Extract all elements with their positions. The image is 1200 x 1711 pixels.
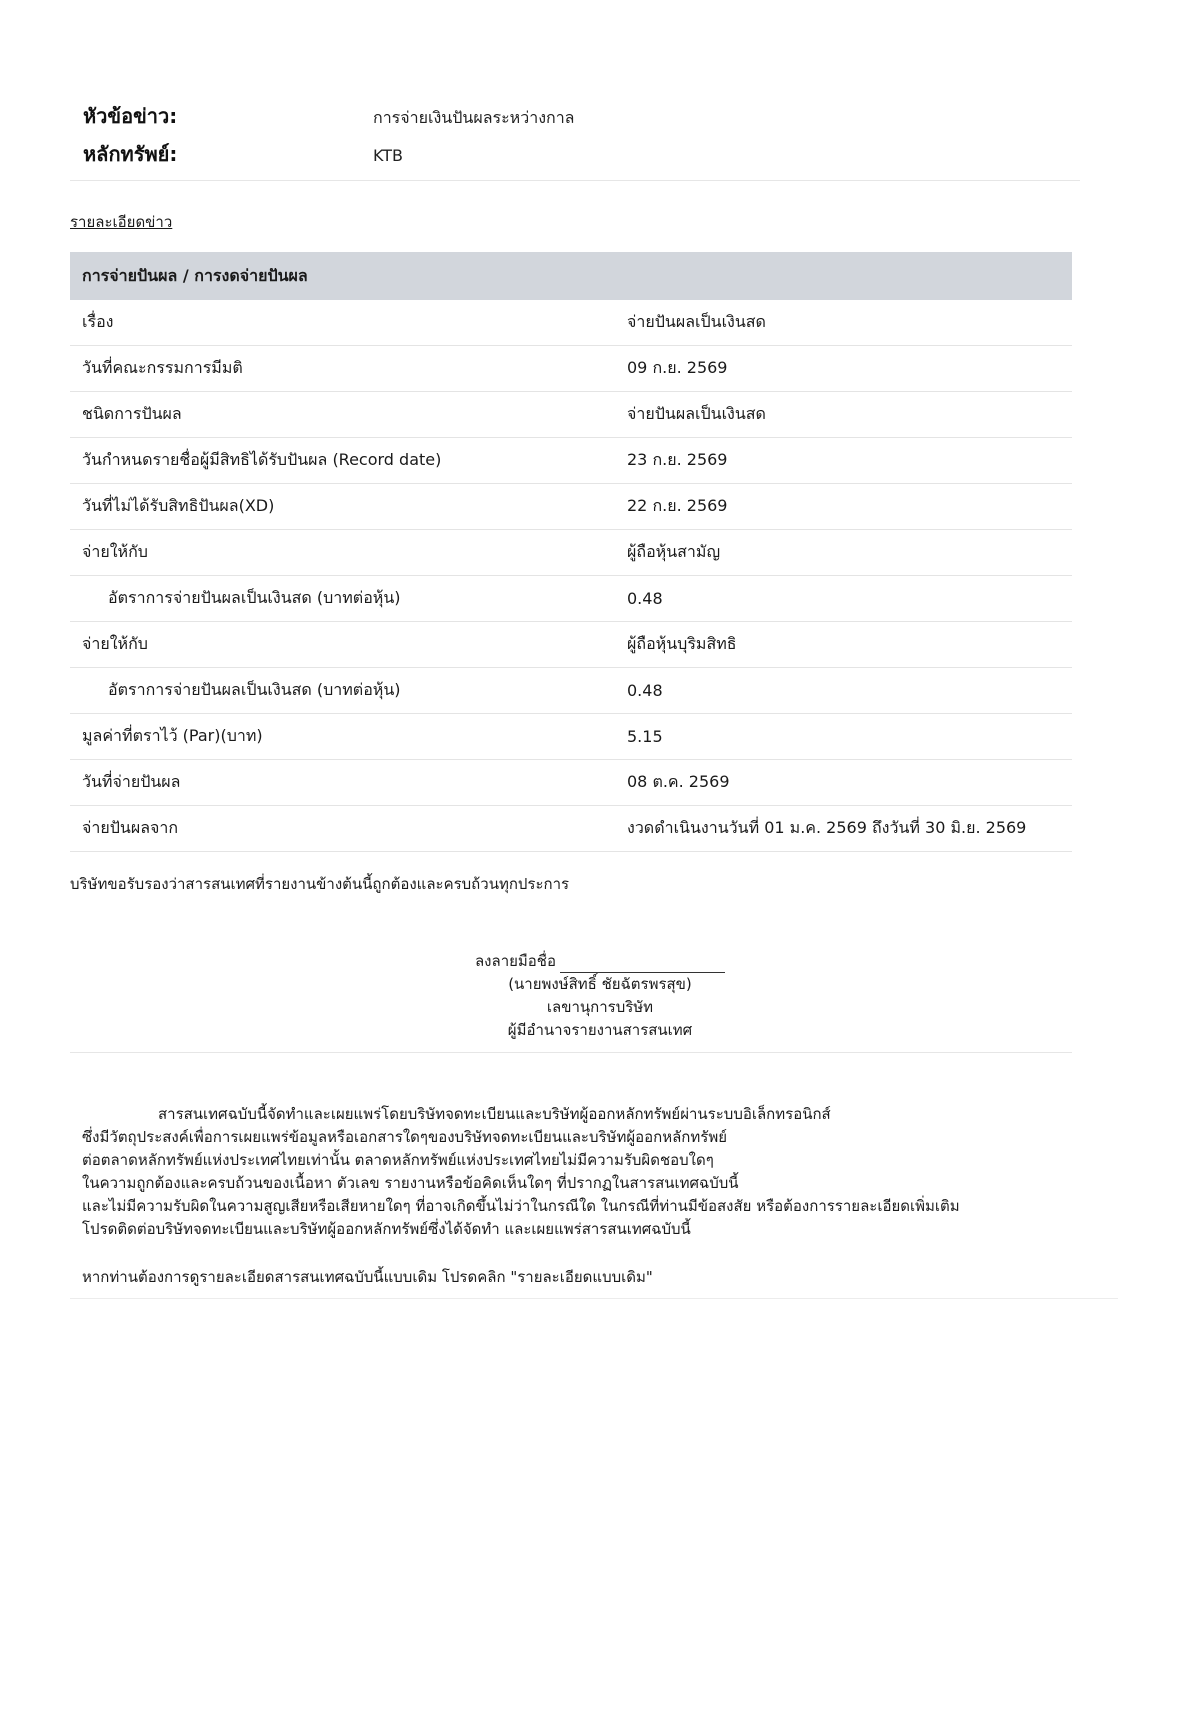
row-value: 5.15: [615, 714, 1072, 760]
disclaimer-line: ในความถูกต้องและครบถ้วนของเนื้อหา ตัวเลข รายงานหรือข้อคิดเห็นใดๆ ที่ปรากฏในสารสนเทศฉบับนี้: [82, 1174, 739, 1192]
signature-blank: [560, 956, 725, 973]
footer-divider: [70, 1298, 1118, 1299]
disclaimer-line: โปรดติดต่อบริษัทจดทะเบียนและบริษัทผู้ออกหลักทรัพย์ซึ่งได้จัดทำ และเผยแพร่สารสนเทศฉบับนี้: [82, 1220, 691, 1238]
table-row: [70, 576, 1072, 622]
disclaimer-line: ต่อตลาดหลักทรัพย์แห่งประเทศไทยเท่านั้น ตลาดหลักทรัพย์แห่งประเทศไทยไม่มีความรับผิดชอบใดๆ: [82, 1151, 714, 1169]
disclaimer-line: และไม่มีความรับผิดในความสูญเสียหรือเสียหายใดๆ ที่อาจเกิดขึ้นไม่ว่าในกรณีใด ในกรณีที่ท่านมีข้อสงสัย หรือต้องการรายละเอียดเพิ่มเติม: [82, 1197, 960, 1215]
subject-row: [83, 100, 1083, 138]
certification-statement: บริษัทขอรับรองว่าสารสนเทศที่รายงานข้างต้นนี้ถูกต้องและครบถ้วนทุกประการ: [70, 875, 570, 893]
signature-label: ลงลายมือชื่อ: [474, 952, 556, 970]
signature-line: [400, 950, 800, 973]
row-label: วันที่จ่ายปันผล: [70, 760, 615, 806]
news-header: [83, 100, 1083, 176]
signer-name: (นายพงษ์สิทธิ์ ชัยฉัตรพรสุข): [508, 975, 692, 993]
signer-position: เลขานุการบริษัท: [546, 998, 654, 1016]
table-row: [70, 806, 1072, 852]
row-label: มูลค่าที่ตราไว้ (Par)(บาท): [70, 714, 615, 760]
row-label: วันที่คณะกรรมการมีมติ: [70, 346, 615, 392]
row-label: อัตราการจ่ายปันผลเป็นเงินสด (บาทต่อหุ้น): [70, 668, 615, 714]
row-value: จ่ายปันผลเป็นเงินสด: [615, 300, 1072, 346]
security-value: KTB: [373, 146, 403, 165]
dividend-table: [70, 252, 1072, 852]
news-detail-link[interactable]: รายละเอียดข่าว: [70, 213, 173, 231]
row-label: เรื่อง: [70, 300, 615, 346]
table-row: [70, 714, 1072, 760]
subject-value: การจ่ายเงินปันผลระหว่างกาล: [373, 108, 575, 127]
row-label: จ่ายปันผลจาก: [70, 806, 615, 852]
disclaimer: [82, 1103, 1172, 1241]
table-row: [70, 300, 1072, 346]
row-value: 23 ก.ย. 2569: [615, 438, 1072, 484]
original-format-text: หากท่านต้องการดูรายละเอียดสารสนเทศฉบับนี้แบบเดิม โปรดคลิก: [82, 1268, 511, 1286]
row-value: ผู้ถือหุ้นสามัญ: [615, 530, 1072, 576]
row-value: 09 ก.ย. 2569: [615, 346, 1072, 392]
row-label: วันที่ไม่ได้รับสิทธิปันผล(XD): [70, 484, 615, 530]
signature-block: [400, 950, 800, 1042]
row-label: วันกำหนดรายชื่อผู้มีสิทธิได้รับปันผล (Record date): [70, 438, 615, 484]
row-label: จ่ายให้กับ: [70, 530, 615, 576]
row-value: 0.48: [615, 576, 1072, 622]
row-value: งวดดำเนินงานวันที่ 01 ม.ค. 2569 ถึงวันที่ 30 มิ.ย. 2569: [615, 806, 1072, 852]
original-format-link[interactable]: "รายละเอียดแบบเดิม": [510, 1268, 653, 1286]
table-heading: การจ่ายปันผล / การงดจ่ายปันผล: [70, 252, 1072, 300]
table-row: [70, 438, 1072, 484]
table-header-row: [70, 252, 1072, 300]
row-label: อัตราการจ่ายปันผลเป็นเงินสด (บาทต่อหุ้น): [70, 576, 615, 622]
security-row: [83, 138, 1083, 176]
header-divider: [70, 180, 1080, 181]
row-value: ผู้ถือหุ้นบุริมสิทธิ: [615, 622, 1072, 668]
table-row: [70, 760, 1072, 806]
row-value: 08 ต.ค. 2569: [615, 760, 1072, 806]
table-row: [70, 530, 1072, 576]
signature-divider: [70, 1052, 1072, 1053]
row-label: ชนิดการปันผล: [70, 392, 615, 438]
original-format-note: [82, 1265, 653, 1289]
row-label: จ่ายให้กับ: [70, 622, 615, 668]
security-label: หลักทรัพย์:: [83, 142, 178, 166]
disclaimer-line: สารสนเทศฉบับนี้จัดทำและเผยแพร่โดยบริษัทจดทะเบียนและบริษัทผู้ออกหลักทรัพย์ผ่านระบบอิเล็กทรอนิกส์: [158, 1105, 831, 1123]
table-row: [70, 346, 1072, 392]
subject-label: หัวข้อข่าว:: [83, 104, 178, 128]
table-row: [70, 484, 1072, 530]
row-value: จ่ายปันผลเป็นเงินสด: [615, 392, 1072, 438]
row-value: 22 ก.ย. 2569: [615, 484, 1072, 530]
disclaimer-line: ซึ่งมีวัตถุประสงค์เพื่อการเผยแพร่ข้อมูลหรือเอกสารใดๆของบริษัทจดทะเบียนและบริษัทผู้ออกหลักทรัพย์: [82, 1128, 728, 1146]
table-row: [70, 392, 1072, 438]
row-value: 0.48: [615, 668, 1072, 714]
table-row: [70, 668, 1072, 714]
signer-role: ผู้มีอำนาจรายงานสารสนเทศ: [507, 1021, 693, 1039]
table-row: [70, 622, 1072, 668]
